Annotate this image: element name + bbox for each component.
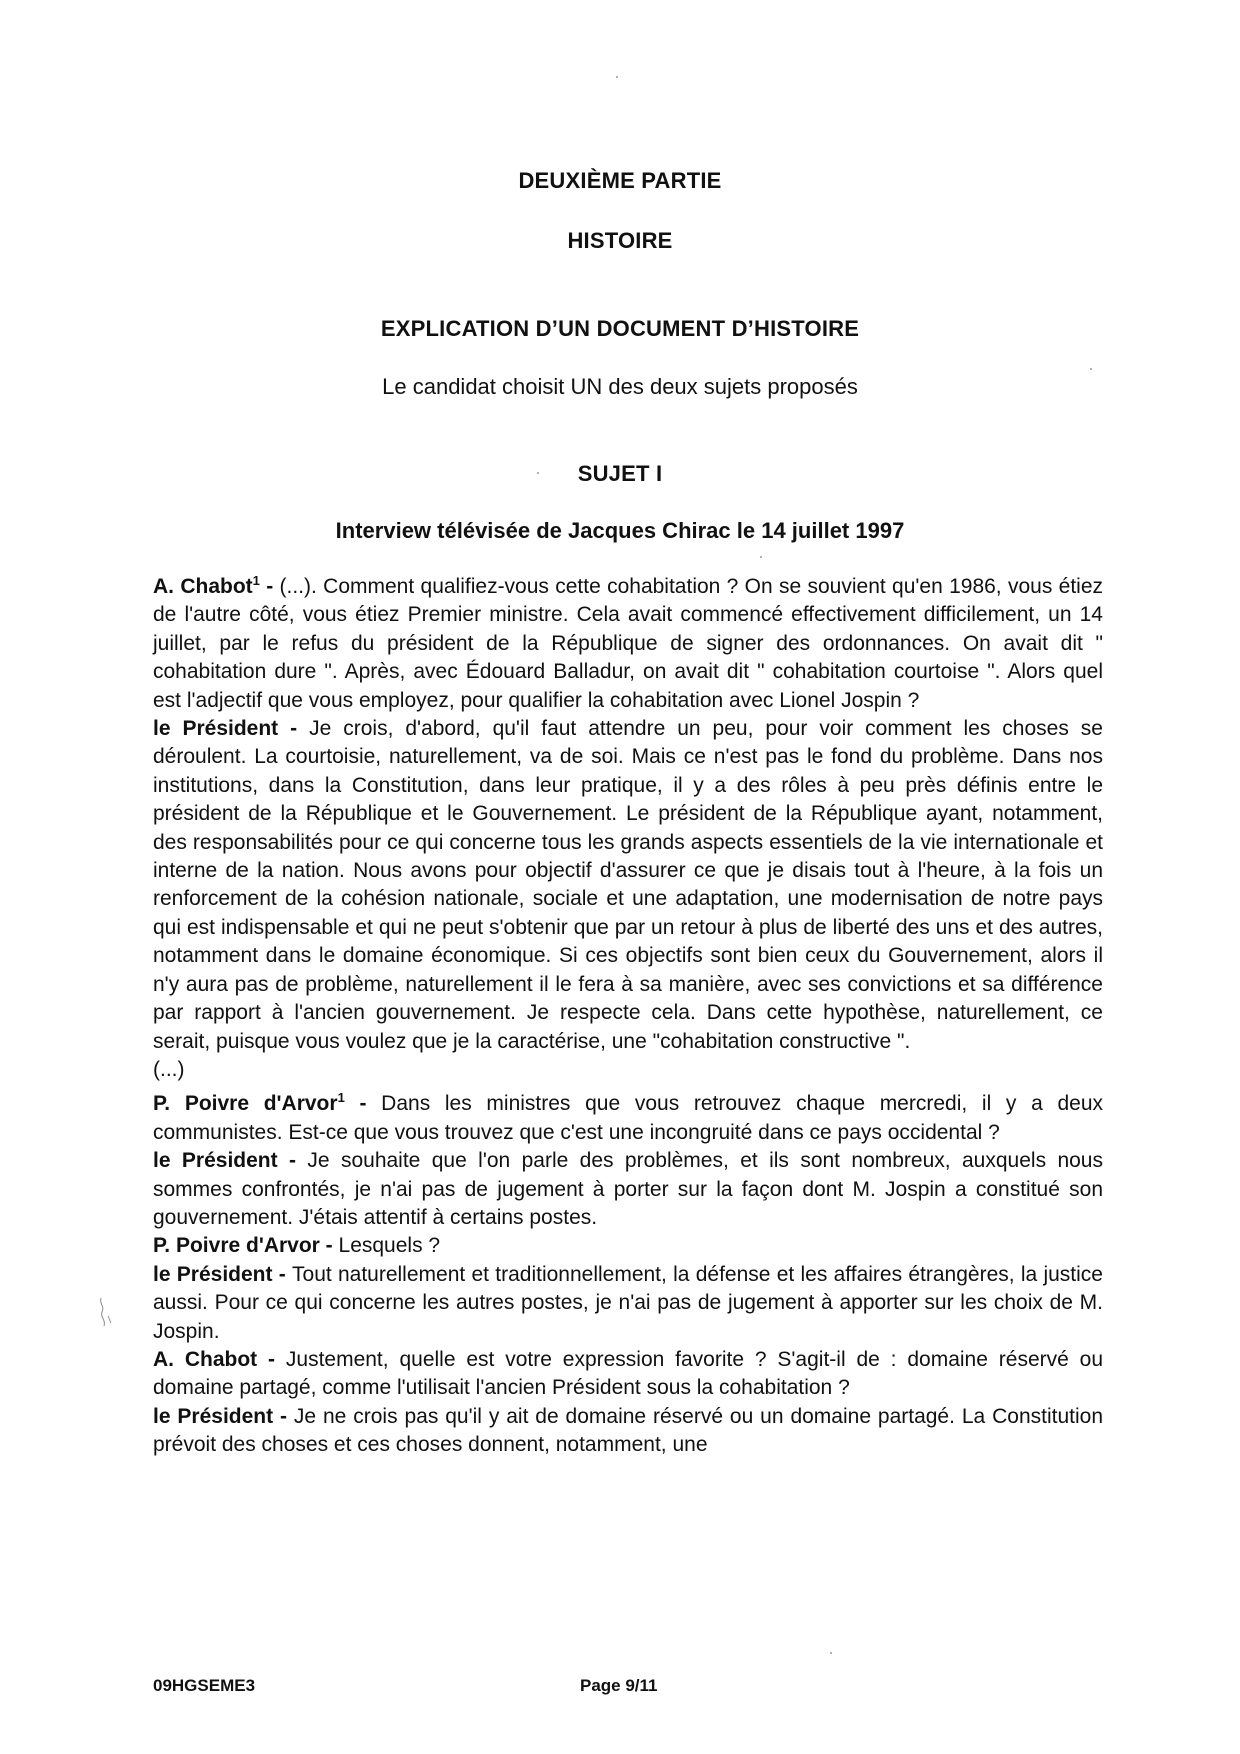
speaker-separator: - [273,1404,294,1428]
speaker-name: A. Chabot [153,575,253,598]
speaker-name: P. Poivre d'Arvor [153,1234,320,1258]
interview-turn [153,1346,1103,1403]
document-code: 09HGSEME3 [153,1676,256,1695]
document-title: Interview télévisée de Jacques Chirac le 14 juillet 1997 [335,518,905,543]
scan-speck [537,472,539,474]
speaker-separator: - [319,1234,339,1258]
subject-heading: HISTOIRE [567,228,673,253]
scan-speck [616,76,618,78]
turn-text: Je souhaite que l'on parle des problèmes, et ils sont nombreux, auxquels nous sommes confrontés, je n'ai pas de jugement à porter sur la façon dont M. Jospin a constitué son gouvernement. J'étais attentif à certains postes. [153,1149,1103,1229]
turn-text: Dans les ministres que vous retrouvez chaque mercredi, il y a deux communistes. Est-ce que vous trouvez que c'est une incongruité dans ce pays occidental ? [153,1092,1104,1144]
turn-text: Tout naturellement et traditionnellement, la défense et les affaires étrangères, la justice aussi. Pour ce qui concerne les autres postes, je n'ai pas de jugement à apporter sur les choix de M. Jospin. [153,1262,1103,1343]
instruction-line: Le candidat choisit UN des deux sujets proposés [382,374,858,399]
turn-text: Lesquels ? [338,1234,441,1258]
interview-turn [153,1056,1103,1084]
interview-turn [153,1084,1103,1147]
speaker-name: A. Chabot [153,1347,258,1371]
speaker-separator: - [259,575,280,598]
speaker-name: le Président [153,1149,278,1173]
exercise-heading: EXPLICATION D’UN DOCUMENT D’HISTOIRE [380,316,860,341]
part-heading: DEUXIÈME PARTIE [518,168,722,193]
scan-speck [830,1652,832,1654]
sujet-heading: SUJET I [577,461,663,486]
scan-speck [1090,368,1092,370]
turn-text: Justement, quelle est votre expression favorite ? S'agit-il de : domaine réservé ou domaine partagé, comme l'utilisait l'ancien Président sous la cohabitation ? [153,1347,1104,1400]
turn-text: (...). Comment qualifiez-vous cette cohabitation ? On se souvient qu'en 1986, vous étiez de l'autre côté, vous étiez Premier ministre. Cela avait commencé effectivement difficilement, un 14 juillet, par le refus du président de la République de signer des ordonnances. On avait dit " cohabitation dure ". Après, avec Édouard Balladur, on avait dit " cohabitation courtoise ". Alors quel est l'adjectif que vous employez, pour qualifier la cohabitation avec Lionel Jospin ? [153,575,1103,712]
turn-text: Je crois, d'abord, qu'il faut attendre un peu, pour voir comment les choses se déroulent. La courtoisie, naturellement, va de soi. Mais ce n'est pas le fond du problème. Dans nos institutions, dans la Constitution, dans leur pratique, il y a des rôles à peu près définis entre le président de la République et le Gouvernement. Le président de la République ayant, notamment, des responsabilités pour ce qui concerne tous les grands aspects essentiels de la vie internationale et interne de la nation. Nous avons pour objectif d'assurer ce que je disais tout à l'heure, à la fois un renforcement de la cohésion nationale, sociale et une adaptation, une modernisation de notre pays qui est indispensable et qui ne peut s'obtenir que par un retour à plus de liberté des uns et des autres, notamment dans le domaine économique. Si ces objectifs sont bien ceux du Gouvernement, alors il n'y aura pas de problème, naturellement il le fera à sa manière, avec ses convictions et sa différence par rapport à l'ancien gouvernement. Je respecte cela. Dans cette hypothèse, naturellement, ce serait, puisque vous voulez que je la caractérise, une "cohabitation constructive ". [153,717,1103,1053]
page-number: Page 9/11 [580,1676,658,1695]
speaker-separator: - [278,717,310,741]
footnote-marker: 1 [337,1090,345,1106]
interview-turn [153,1403,1103,1460]
speaker-name: le Président [153,717,279,741]
turn-text: Je ne crois pas qu'il y ait de domaine réservé ou un domaine partagé. La Constitution prévoit des choses et ces choses donnent, notamment, une [153,1404,1103,1457]
speaker-separator: - [344,1092,382,1116]
scan-speck [760,556,762,558]
speaker-separator: - [277,1149,308,1173]
speaker-name: le Président [153,1262,273,1286]
speaker-separator: - [272,1262,293,1286]
speaker-name: le Président [153,1404,274,1428]
interview-turn [153,567,1103,715]
interview-turn [153,715,1103,1056]
speaker-name: P. Poivre d'Arvor [153,1092,338,1116]
interview-turn [153,1147,1103,1232]
margin-mark [97,1296,119,1332]
footnote-marker: 1 [252,573,260,588]
interview-turn [153,1232,1103,1260]
interview-turn [153,1261,1103,1346]
turn-text: (...) [153,1057,185,1081]
speaker-separator: - [257,1347,286,1371]
interview-text [153,567,1103,1460]
